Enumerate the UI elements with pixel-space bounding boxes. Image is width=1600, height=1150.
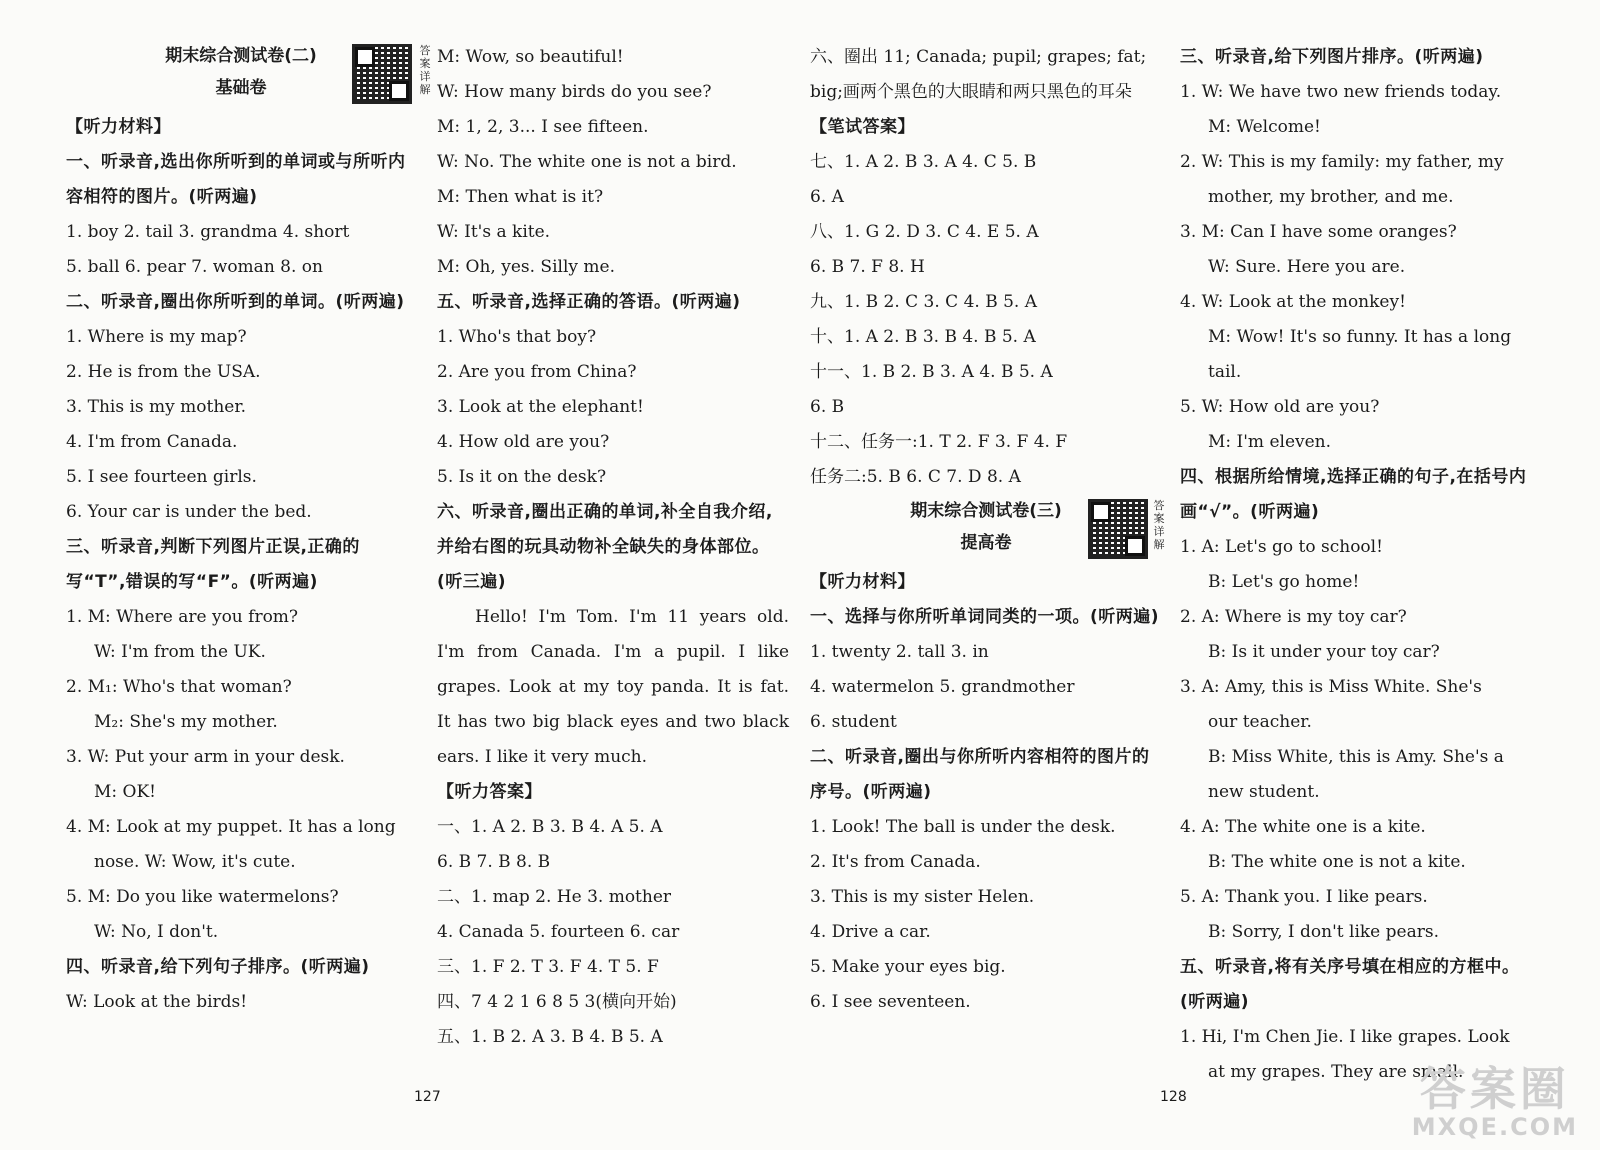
section-heading: 【听力材料】 [810,572,915,592]
list-item: M: 1, 2, 3... I see fifteen. [437,117,649,137]
watermark-domain: MXQE.COM [1411,1113,1578,1141]
qr-label: 答案详解 [419,44,431,96]
list-item: W: I'm from the UK. [94,642,266,662]
list-item: 5. A: Thank you. I like pears. [1180,887,1428,907]
answer-row: 三、1. F 2. T 3. F 4. T 5. F [437,957,659,977]
list-item: 5. W: How old are you? [1180,397,1380,417]
answer-row: 6. B 7. F 8. H [810,257,925,277]
list-item: 2. M₁: Who's that woman? [66,677,292,697]
list-item: M: Then what is it? [437,187,604,207]
section-heading: 一、选择与你所听单词同类的一项。(听两遍) [810,607,1160,627]
section-heading: 五、听录音,选择正确的答语。(听两遍) [437,292,741,312]
answer-row: 十二、任务一:1. T 2. F 3. F 4. F [810,432,1068,452]
section-heading: 四、根据所给情境,选择正确的句子,在括号内画“√”。(听两遍) [1180,467,1527,522]
list-item: 2. A: Where is my toy car? [1180,607,1407,627]
list-item: 4. watermelon 5. grandmother [810,677,1075,697]
list-item: 1. Who's that boy? [437,327,597,347]
column-2 [437,40,789,1055]
list-item: 2. Are you from China? [437,362,637,382]
qr-label: 答案详解 [1153,499,1165,551]
list-item: nose. W: Wow, it's cute. [94,852,296,872]
section-heading: 五、听录音,将有关序号填在相应的方框中。(听两遍) [1180,957,1520,1012]
list-item: 1. twenty 2. tall 3. in [810,642,989,662]
list-item: 5. Make your eyes big. [810,957,1006,977]
answer-row: 五、1. B 2. A 3. B 4. B 5. A [437,1027,663,1047]
list-item: 3. Look at the elephant! [437,397,644,417]
list-item: 2. It's from Canada. [810,852,981,872]
list-item: 4. Drive a car. [810,922,931,942]
passage-paragraph: Hello! I'm Tom. I'm 11 years old. I'm from Canada. I'm a pupil. I like grapes. Look at my toy panda. It is fat. It has two big black eyes and two black ears. I like it very much. [437,607,789,767]
list-item: B: Miss White, this is Amy. She's a [1208,747,1504,767]
list-item: 6. I see seventeen. [810,992,971,1012]
watermark-logo [1412,1064,1578,1140]
qr-code-icon[interactable] [352,44,412,104]
list-item: 5. M: Do you like watermelons? [66,887,339,907]
answer-row: 十、1. A 2. B 3. B 4. B 5. A [810,327,1036,347]
list-item: 3. W: Put your arm in your desk. [66,747,345,767]
list-item: 3. This is my sister Helen. [810,887,1035,907]
list-item: 5. I see fourteen girls. [66,467,257,487]
answer-row: 任务二:5. B 6. C 7. D 8. A [810,467,1021,487]
list-item: M: Wow! It's so funny. It has a long [1208,327,1512,347]
section-heading: 【笔试答案】 [810,117,915,137]
test-subtitle: 提高卷 [960,533,1012,553]
test-subtitle: 基础卷 [215,78,267,98]
answer-row: 十一、1. B 2. B 3. A 4. B 5. A [810,362,1053,382]
list-item: 2. He is from the USA. [66,362,261,382]
section-heading: 【听力材料】 [66,117,171,137]
list-item: 2. W: This is my family: my father, my [1180,152,1504,172]
answer-row: 四、7 4 2 1 6 8 5 3(横向开始) [437,992,677,1012]
list-item: B: Sorry, I don't like pears. [1208,922,1439,942]
section-heading: 二、听录音,圈出你所听到的单词。(听两遍) [66,292,405,312]
answer-row: 六、圈出 11; Canada; pupil; grapes; fat; big;画两个黑色的大眼睛和两只黑色的耳朵 [810,47,1147,102]
list-item: W: It's a kite. [437,222,551,242]
page-number-right: 128 [1160,1089,1187,1105]
test-title: 期末综合测试卷(三) [910,501,1062,521]
list-item: M₂: She's my mother. [94,712,278,732]
answer-row: 一、1. A 2. B 3. B 4. A 5. A [437,817,663,837]
list-item: 1. boy 2. tail 3. grandma 4. short [66,222,350,242]
section-heading: 二、听录音,圈出与你所听内容相符的图片的序号。(听两遍) [810,747,1150,802]
list-item: 1. Hi, I'm Chen Jie. I like grapes. Look [1180,1027,1510,1047]
list-item: 3. A: Amy, this is Miss White. She's [1180,677,1482,697]
list-item: our teacher. [1208,712,1312,732]
list-item: 1. Where is my map? [66,327,247,347]
list-item: B: Let's go home! [1208,572,1360,592]
watermark-text: 答案圈 [1419,1062,1570,1116]
column-3 [810,40,1165,1020]
list-item: 1. M: Where are you from? [66,607,299,627]
column-4 [1180,40,1540,1090]
section-heading: 四、听录音,给下列句子排序。(听两遍) [66,957,370,977]
page-number-left: 127 [414,1089,441,1105]
list-item: tail. [1208,362,1242,382]
answer-row: 6. B 7. B 8. B [437,852,551,872]
list-item: 4. W: Look at the monkey! [1180,292,1406,312]
list-item: 3. M: Can I have some oranges? [1180,222,1457,242]
list-item: mother, my brother, and me. [1208,187,1454,207]
list-item: 4. A: The white one is a kite. [1180,817,1426,837]
list-item: W: Look at the birds! [66,992,248,1012]
list-item: M: I'm eleven. [1208,432,1332,452]
answer-row: 八、1. G 2. D 3. C 4. E 5. A [810,222,1039,242]
list-item: W: How many birds do you see? [437,82,712,102]
list-item: W: No, I don't. [94,922,219,942]
list-item: 1. Look! The ball is under the desk. [810,817,1116,837]
list-item: M: Wow, so beautiful! [437,47,624,67]
list-item: 1. A: Let's go to school! [1180,537,1383,557]
answer-row: 七、1. A 2. B 3. A 4. C 5. B [810,152,1037,172]
list-item: 3. This is my mother. [66,397,247,417]
test-title: 期末综合测试卷(二) [165,46,317,66]
list-item: 4. I'm from Canada. [66,432,238,452]
list-item: B: Is it under your toy car? [1208,642,1440,662]
list-item: B: The white one is not a kite. [1208,852,1466,872]
list-item: W: Sure. Here you are. [1208,257,1406,277]
section-heading: 【听力答案】 [437,782,542,802]
answer-row: 九、1. B 2. C 3. C 4. B 5. A [810,292,1038,312]
section-heading: 三、听录音,给下列图片排序。(听两遍) [1180,47,1484,67]
list-item: 4. How old are you? [437,432,610,452]
list-item: 6. Your car is under the bed. [66,502,312,522]
section-heading: 三、听录音,判断下列图片正误,正确的写“T”,错误的写“F”。(听两遍) [66,537,360,592]
list-item: W: No. The white one is not a bird. [437,152,737,172]
list-item: 5. ball 6. pear 7. woman 8. on [66,257,323,277]
column-1 [66,40,431,1020]
test-title-block [810,495,1165,565]
list-item: at my grapes. They are small. [1208,1062,1464,1082]
section-heading: 一、听录音,选出你所听到的单词或与所听内容相符的图片。(听两遍) [66,152,406,207]
list-item: 4. M: Look at my puppet. It has a long [66,817,396,837]
list-item: M: OK! [94,782,157,802]
list-item: 1. W: We have two new friends today. [1180,82,1502,102]
answer-row: 6. A [810,187,844,207]
list-item: new student. [1208,782,1320,802]
section-heading: 六、听录音,圈出正确的单词,补全自我介绍,并给右图的玩具动物补全缺失的身体部位。(听三遍) [437,502,773,592]
answer-row: 6. B [810,397,845,417]
list-item: M: Oh, yes. Silly me. [437,257,615,277]
test-title-block [66,40,431,110]
answer-row: 二、1. map 2. He 3. mother [437,887,672,907]
list-item: 5. Is it on the desk? [437,467,607,487]
answer-row: 4. Canada 5. fourteen 6. car [437,922,680,942]
qr-code-icon[interactable] [1088,499,1148,559]
list-item: M: Welcome! [1208,117,1321,137]
list-item: 6. student [810,712,897,732]
